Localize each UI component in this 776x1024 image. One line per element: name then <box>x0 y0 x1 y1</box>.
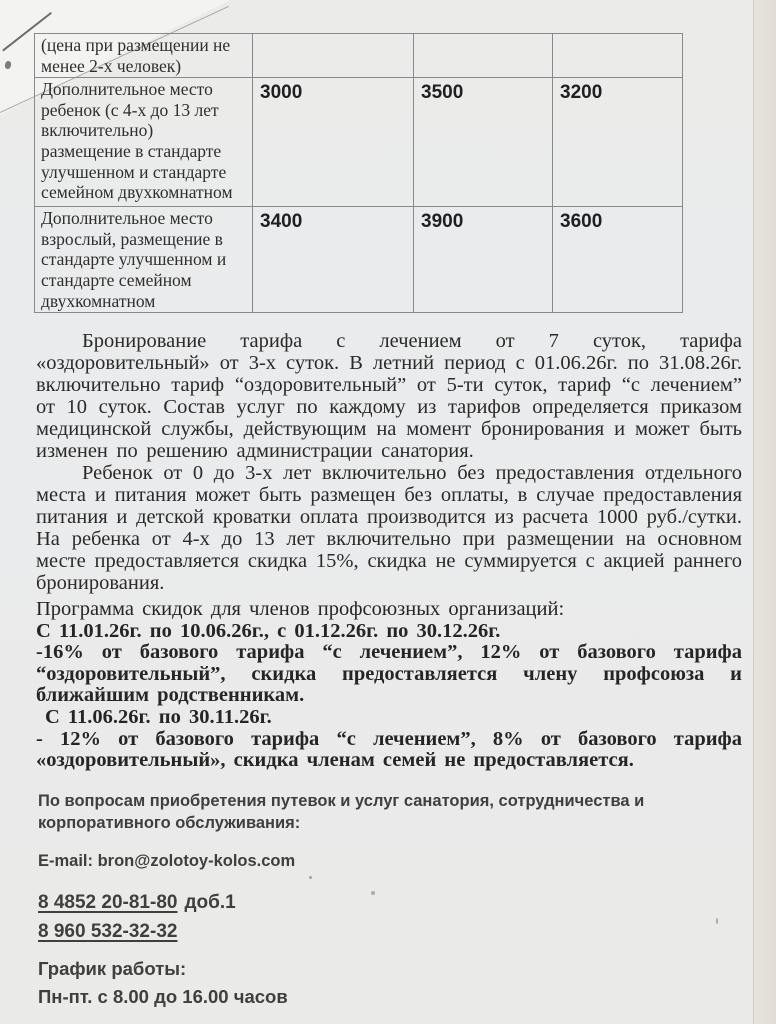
discount-program-block <box>36 599 742 772</box>
discount-period-2: С 11.06.26г. по 30.11.26г. <box>45 705 272 728</box>
schedule-title: График работы: <box>38 958 187 979</box>
tariff-price <box>553 34 683 78</box>
phone-line-1 <box>38 888 236 917</box>
tariff-price: 3000 <box>253 78 414 207</box>
discount-terms-2: - 12% от базового тарифа “с лечением”, 8% от базового тарифа «оздоровительный», скидка членам семей не предоставляется. <box>36 727 742 772</box>
table-row-price-note <box>35 34 683 78</box>
phone-number-2: 8 960 532-32-32 <box>38 921 178 942</box>
tariff-price: 3600 <box>553 207 683 313</box>
phone-line-2 <box>38 917 236 946</box>
schedule-hours: Пн-пт. с 8.00 до 16.00 часов <box>38 986 288 1007</box>
tariff-label: Дополнительное место ребенок (с 4-х до 13 лет включительно) размещение в стандарте улучшенном и стандарте семейном двухкомнатном <box>35 78 253 207</box>
phone-ext-1: доб.1 <box>184 892 236 913</box>
email-line: E-mail: bron@zolotoy-kolos.com <box>38 852 296 870</box>
page-edge-strip <box>753 0 776 1024</box>
phone-number-1: 8 4852 20-81-80 <box>38 892 178 913</box>
tariff-label: (цена при размещении не менее 2-х человек) <box>35 34 253 78</box>
tariff-price: 3900 <box>414 207 553 313</box>
children-paragraph: Ребенок от 0 до 3-х лет включительно без предоставления отдельного места и питания может быть размещен без оплаты, в случае предоставления питания и детской кроватки оплата производится из расчета 1000 руб./сутки. На ребенка от 4-х до 13 лет включительно при размещении на основном месте предоставляется скидка 15%, скидка не суммируется с акцией раннего бронирования. <box>36 462 742 594</box>
booking-paragraph: Бронирование тарифа с лечением от 7 суток, тарифа «оздоровительный» от 3-х суток. В летний период с 01.06.26г. по 31.08.26г. включительно тариф “оздоровительный” от 5-ти суток, тариф “с лечением” от 10 суток. Состав услуг по каждому из тарифов определяется приказом медицинской службы, действующим на момент бронирования и может быть изменен по решению администрации санатория. <box>36 330 742 462</box>
discount-period-1: С 11.01.26г. по 10.06.26г., с 01.12.26г. по 30.12.26г. <box>36 619 501 642</box>
scan-speck <box>309 876 312 879</box>
tariff-price: 3500 <box>414 78 553 207</box>
tariff-price <box>414 34 553 78</box>
terms-text-block <box>36 330 742 594</box>
scan-speck <box>716 918 718 924</box>
tariff-table <box>34 33 683 313</box>
table-row-extra-bed-adult <box>35 207 683 313</box>
tariff-price: 3200 <box>553 78 683 207</box>
phone-numbers <box>38 888 236 946</box>
tariff-label: Дополнительное место взрослый, размещение в стандарте улучшенном и стандарте семейном двухкомнатном <box>35 207 253 313</box>
scan-speck <box>371 891 375 895</box>
discount-terms-1: -16% от базового тарифа “с лечением”, 12% от базового тарифа “оздоровительный”, скидка предоставляется члену профсоюза и ближайшим родственникам. <box>36 641 742 707</box>
discount-program-title: Программа скидок для членов профсоюзных организаций: <box>36 598 565 620</box>
work-schedule-block <box>38 955 288 1011</box>
tariff-price <box>253 34 414 78</box>
table-row-extra-bed-child <box>35 78 683 207</box>
tariff-price: 3400 <box>253 207 414 313</box>
contact-intro: По вопросам приобретения путевок и услуг санатория, сотрудничества и корпоративного обслуживания: <box>38 792 645 832</box>
